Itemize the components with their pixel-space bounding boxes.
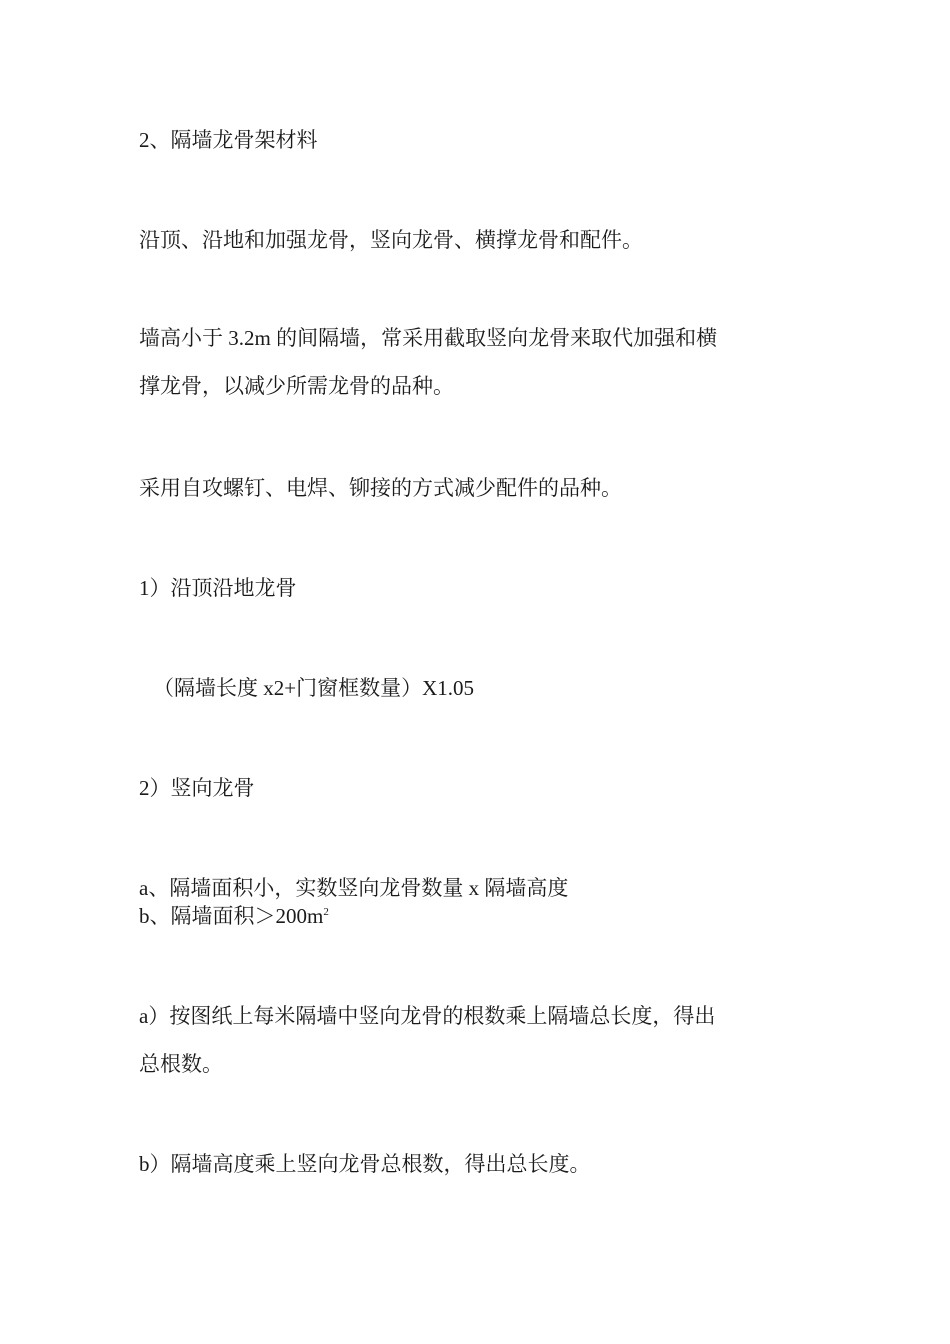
item1-formula: （隔墙长度 x2+门窗框数量）X1.05: [153, 676, 475, 700]
paragraph-wall-height-line1: 墙高小于 3.2m 的间隔墙，常采用截取竖向龙骨来取代加强和横: [139, 326, 718, 350]
step-b: b）隔墙高度乘上竖向龙骨总根数，得出总长度。: [139, 1152, 591, 1176]
paragraph-fasteners: 采用自攻螺钉、电焊、铆接的方式减少配件的品种。: [139, 476, 622, 500]
item2-option-a: a、隔墙面积小，实数竖向龙骨数量 x 隔墙高度: [139, 876, 569, 900]
section-heading: 2、隔墙龙骨架材料: [139, 128, 318, 152]
paragraph-wall-height-line2: 撑龙骨，以减少所需龙骨的品种。: [139, 374, 454, 398]
step-a-line2: 总根数。: [139, 1052, 223, 1076]
step-a-line1: a）按图纸上每米隔墙中竖向龙骨的根数乘上隔墙总长度，得出: [139, 1004, 716, 1028]
item1-heading: 1）沿顶沿地龙骨: [139, 576, 297, 600]
item2-option-b-superscript: 2: [323, 906, 329, 918]
item2-option-b-text: b、隔墙面积＞200m: [139, 904, 324, 928]
paragraph-materials: 沿顶、沿地和加强龙骨，竖向龙骨、横撑龙骨和配件。: [139, 228, 643, 252]
item2-option-b: [139, 903, 329, 929]
item2-heading: 2）竖向龙骨: [139, 776, 255, 800]
